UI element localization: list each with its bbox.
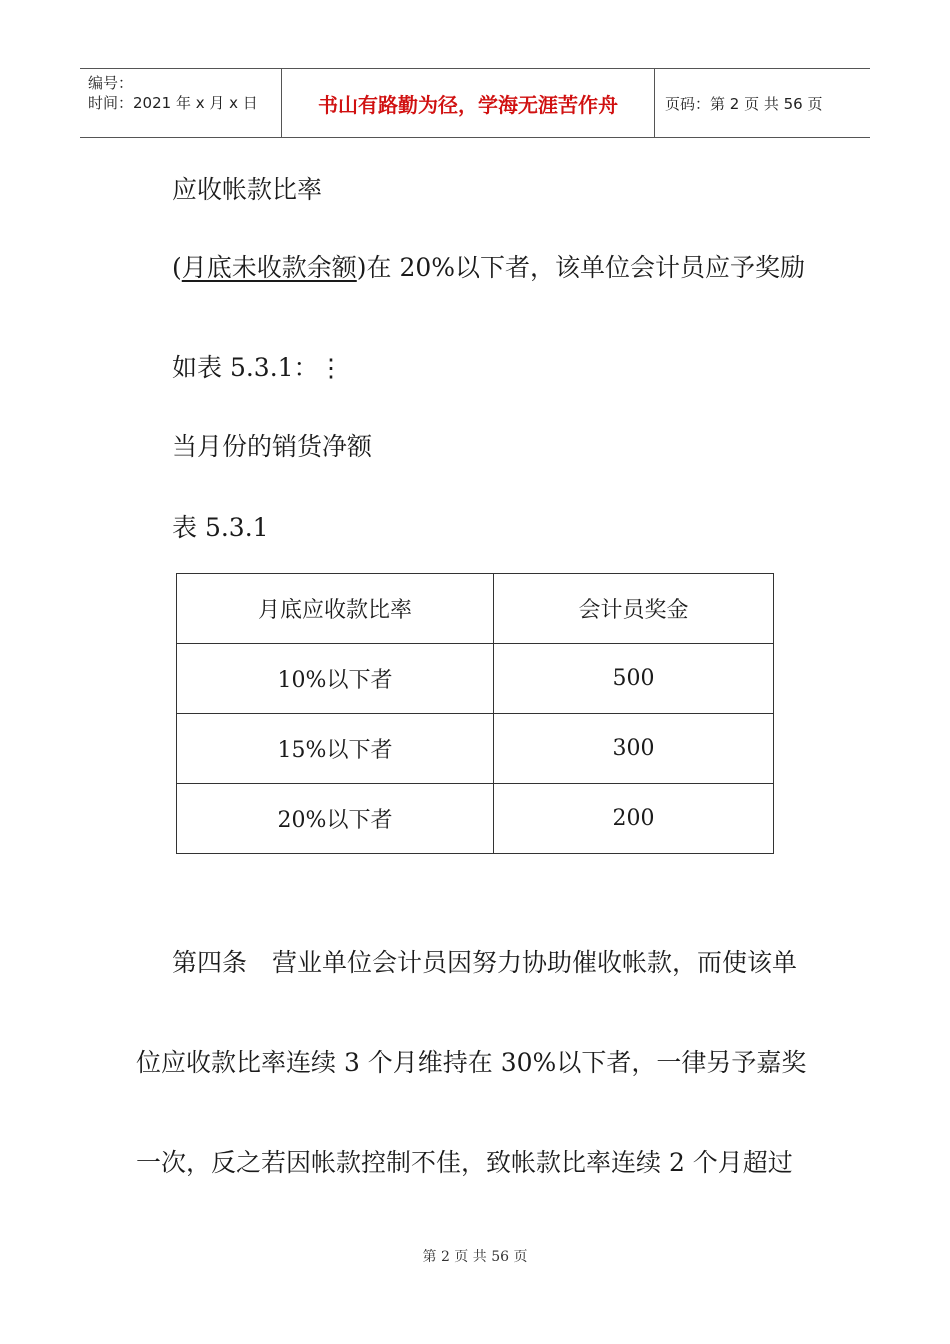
text-line-3: 如表 5.3.1：⋮ bbox=[172, 353, 344, 382]
text-open-paren: ( bbox=[172, 253, 182, 282]
table-cell-bonus: 500 bbox=[494, 644, 774, 714]
text-line-2-rest: )在 20%以下者，该单位会计员应予奖励 bbox=[356, 253, 806, 282]
text-line-1: 应收帐款比率 bbox=[172, 175, 323, 204]
header-motto: 书山有路勤为径，学海无涯苦作舟 bbox=[282, 69, 655, 137]
document-number: 编号： bbox=[88, 74, 134, 92]
table-caption: 表 5.3.1 bbox=[172, 513, 269, 542]
header-page-number: 页码：第 2 页 共 56 页 bbox=[665, 94, 823, 113]
table-header-cell: 会计员奖金 bbox=[494, 574, 774, 644]
page-footer: 第 2 页 共 56 页 bbox=[422, 1249, 528, 1265]
bonus-table bbox=[176, 573, 774, 854]
underlined-term: 月底未收款余额 bbox=[181, 253, 357, 282]
article-line-2: 位应收款比率连续 3 个月维持在 30%以下者，一律另予嘉奖 bbox=[136, 1048, 807, 1077]
text-line-4: 当月份的销货净额 bbox=[172, 432, 373, 461]
table-cell-bonus: 300 bbox=[494, 714, 774, 784]
table-cell-ratio: 10%以下者 bbox=[177, 644, 494, 714]
table-row bbox=[177, 714, 774, 784]
table-cell-ratio: 20%以下者 bbox=[177, 784, 494, 854]
table-header-cell: 月底应收款比率 bbox=[177, 574, 494, 644]
table-cell-bonus: 200 bbox=[494, 784, 774, 854]
article-line-3: 一次，反之若因帐款控制不佳，致帐款比率连续 2 个月超过 bbox=[136, 1148, 793, 1177]
header-meta bbox=[80, 69, 282, 137]
article-line-1: 第四条 营业单位会计员因努力协助催收帐款，而使该单 bbox=[172, 948, 798, 977]
document-date: 时间：2021 年 x 月 x 日 bbox=[88, 94, 258, 112]
table-row bbox=[177, 784, 774, 854]
text-line-2 bbox=[172, 248, 805, 284]
page-header bbox=[80, 68, 870, 138]
table-cell-ratio: 15%以下者 bbox=[177, 714, 494, 784]
table-row bbox=[177, 644, 774, 714]
table-header-row bbox=[177, 574, 774, 644]
